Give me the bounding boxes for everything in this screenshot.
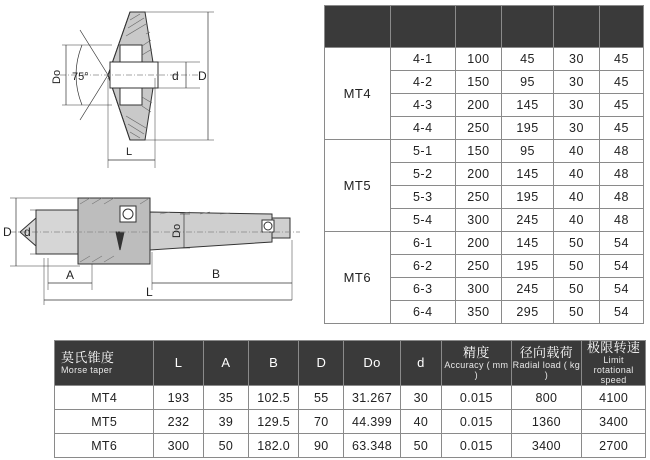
main-cell: 63.348 [344, 434, 400, 458]
spec-cell: 54 [599, 232, 643, 255]
spec-table-header [325, 6, 644, 48]
spec-table-row [325, 140, 644, 163]
spec-cell: 195 [502, 255, 554, 278]
spec-cell: 200 [455, 232, 501, 255]
spec-cell: 50 [554, 301, 600, 324]
main-cell: 102.5 [249, 386, 299, 410]
spec-cell: 145 [502, 94, 554, 117]
main-cell: 35 [203, 386, 248, 410]
spec-cell: 300 [455, 209, 501, 232]
technical-drawing [0, 0, 320, 315]
spec-cell: 145 [502, 163, 554, 186]
spec-cell: 150 [455, 71, 501, 94]
header-label-en: Limit rotational speed [593, 355, 634, 385]
spec-cell: 5-1 [390, 140, 455, 163]
spec-cell: 4-4 [390, 117, 455, 140]
spec-cell: 48 [599, 209, 643, 232]
main-cell: 50 [203, 434, 248, 458]
spec-cell: 45 [502, 48, 554, 71]
header-label-cn: d [417, 355, 425, 370]
spec-table-row [325, 48, 644, 71]
main-cell: 44.399 [344, 410, 400, 434]
header-label-cn: A [221, 355, 231, 370]
morse-group-label: MT6 [325, 232, 391, 324]
label-Do-side: Do [171, 223, 183, 238]
spec-cell: 195 [502, 186, 554, 209]
header-label-cn: 精度 [463, 345, 490, 360]
main-table-row [55, 410, 646, 434]
main-cell: 3400 [582, 410, 646, 434]
spec-cell: 6-3 [390, 278, 455, 301]
main-table-row [55, 434, 646, 458]
main-cell: 800 [511, 386, 582, 410]
spec-cell: 245 [502, 209, 554, 232]
main-cell: 232 [154, 410, 203, 434]
label-angle: 75° [72, 71, 89, 83]
main-header-cell [299, 341, 344, 386]
label-A-side: A [66, 268, 75, 282]
main-cell: 55 [299, 386, 344, 410]
spec-cell: 150 [455, 140, 501, 163]
main-header-cell [203, 341, 248, 386]
main-cell: 300 [154, 434, 203, 458]
spec-header-cell [325, 6, 391, 48]
spec-header-cell [455, 6, 501, 48]
header-label-en: Accuracy ( mm ) [444, 360, 509, 380]
main-cell: 182.0 [249, 434, 299, 458]
header-label-cn: D [316, 355, 327, 370]
header-label-cn: 莫氏锥度 [61, 350, 115, 365]
spec-cell: 54 [599, 278, 643, 301]
cone-point-drawing [60, 12, 214, 168]
main-cell: 3400 [511, 434, 582, 458]
main-cell: 31.267 [344, 386, 400, 410]
main-table-row [55, 386, 646, 410]
spec-cell: 145 [502, 232, 554, 255]
main-table-header [55, 341, 646, 386]
main-header-cell [511, 341, 582, 386]
spec-cell: 250 [455, 255, 501, 278]
spec-cell: 50 [554, 278, 600, 301]
main-cell: 2700 [582, 434, 646, 458]
main-cell: 30 [400, 386, 442, 410]
spec-header-cell [599, 6, 643, 48]
main-cell: 0.015 [442, 434, 511, 458]
main-cell: 39 [203, 410, 248, 434]
label-L-top: L [126, 146, 133, 158]
spec-cell: 95 [502, 71, 554, 94]
label-do-top: Do [51, 69, 63, 84]
spec-cell: 40 [554, 163, 600, 186]
main-header-cell [154, 341, 203, 386]
header-label-en: Morse taper [61, 365, 113, 375]
spec-cell: 30 [554, 71, 600, 94]
spec-cell: 45 [599, 94, 643, 117]
spec-cell: 5-3 [390, 186, 455, 209]
spec-cell: 245 [502, 278, 554, 301]
spec-cell: 250 [455, 117, 501, 140]
main-header-cell [400, 341, 442, 386]
spec-cell: 50 [554, 255, 600, 278]
main-cell: 0.015 [442, 410, 511, 434]
spec-table [324, 5, 644, 324]
spec-cell: 40 [554, 140, 600, 163]
main-cell: 50 [400, 434, 442, 458]
spec-header-cell [502, 6, 554, 48]
spec-cell: 45 [599, 117, 643, 140]
spec-cell: 5-4 [390, 209, 455, 232]
morse-group-label: MT5 [325, 140, 391, 232]
spec-cell: 54 [599, 301, 643, 324]
spec-cell: 40 [554, 209, 600, 232]
main-spec-table [54, 340, 646, 458]
spec-cell: 300 [455, 278, 501, 301]
spec-cell: 45 [599, 71, 643, 94]
spec-cell: 6-4 [390, 301, 455, 324]
main-header-cell [55, 341, 154, 386]
main-cell: MT4 [55, 386, 154, 410]
main-cell: 129.5 [249, 410, 299, 434]
main-header-cell [344, 341, 400, 386]
label-d-side: d [24, 225, 31, 239]
spec-cell: 48 [599, 163, 643, 186]
header-label-cn: 极限转速 [587, 340, 641, 355]
spec-cell: 30 [554, 117, 600, 140]
label-d-top: d [172, 69, 179, 83]
spec-cell: 350 [455, 301, 501, 324]
main-cell: 4100 [582, 386, 646, 410]
label-D-side: D [3, 225, 12, 239]
live-center-drawing [10, 198, 300, 305]
label-B-side: B [212, 267, 221, 281]
spec-cell: 250 [455, 186, 501, 209]
spec-cell: 6-1 [390, 232, 455, 255]
main-header-cell [249, 341, 299, 386]
spec-cell: 45 [599, 48, 643, 71]
spec-cell: 200 [455, 163, 501, 186]
header-label-cn: L [174, 355, 183, 370]
spec-cell: 48 [599, 186, 643, 209]
spec-cell: 100 [455, 48, 501, 71]
main-cell: 70 [299, 410, 344, 434]
spec-cell: 48 [599, 140, 643, 163]
main-header-cell [582, 341, 646, 386]
main-header-cell [442, 341, 511, 386]
spec-cell: 50 [554, 232, 600, 255]
spec-cell: 6-2 [390, 255, 455, 278]
spec-cell: 5-2 [390, 163, 455, 186]
header-label-cn: Do [363, 355, 381, 370]
header-label-cn: B [269, 355, 279, 370]
spec-table-row [325, 232, 644, 255]
spec-cell: 54 [599, 255, 643, 278]
spec-header-cell [390, 6, 455, 48]
spec-cell: 40 [554, 186, 600, 209]
main-cell: MT5 [55, 410, 154, 434]
spec-cell: 295 [502, 301, 554, 324]
main-cell: 0.015 [442, 386, 511, 410]
label-D-top: D [198, 69, 207, 83]
main-cell: 1360 [511, 410, 582, 434]
spec-cell: 200 [455, 94, 501, 117]
spec-cell: 4-2 [390, 71, 455, 94]
main-cell: MT6 [55, 434, 154, 458]
main-cell: 193 [154, 386, 203, 410]
main-cell: 90 [299, 434, 344, 458]
spec-cell: 4-3 [390, 94, 455, 117]
morse-group-label: MT4 [325, 48, 391, 140]
spec-cell: 4-1 [390, 48, 455, 71]
spec-cell: 30 [554, 94, 600, 117]
main-cell: 40 [400, 410, 442, 434]
spec-header-cell [554, 6, 600, 48]
spec-cell: 195 [502, 117, 554, 140]
spec-cell: 30 [554, 48, 600, 71]
header-label-cn: 径向载荷 [519, 345, 573, 360]
label-L-side: L [146, 285, 153, 299]
header-label-en: Radial load ( kg ) [512, 360, 581, 380]
spec-cell: 95 [502, 140, 554, 163]
